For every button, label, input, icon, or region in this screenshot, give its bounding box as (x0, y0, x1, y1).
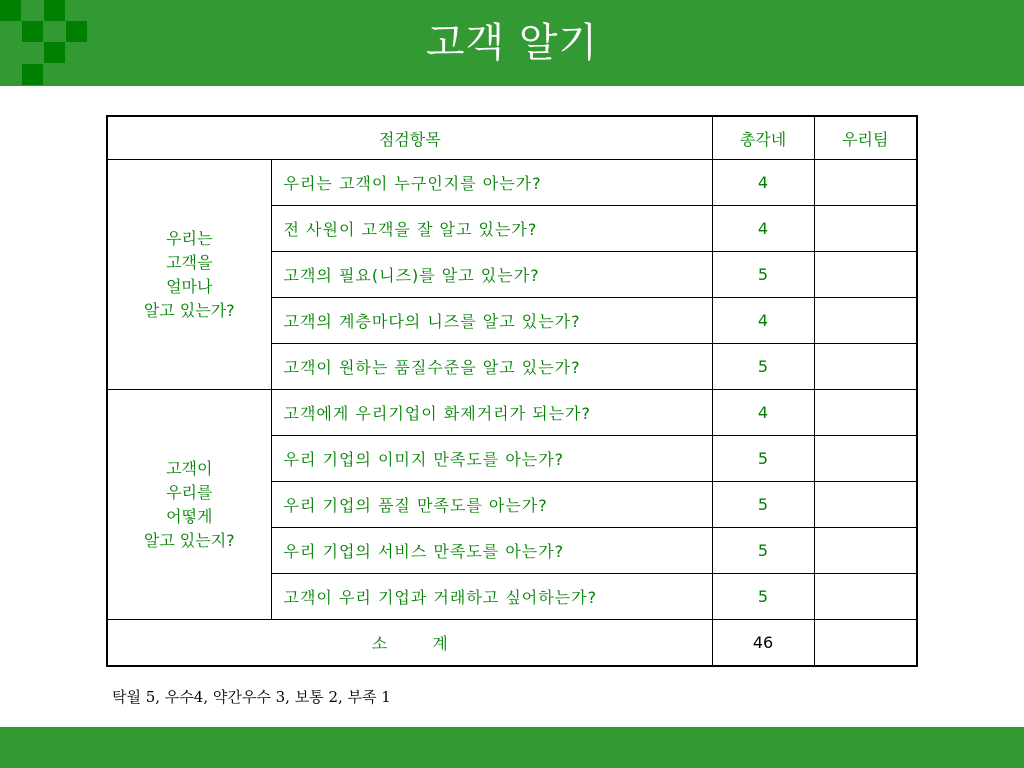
group-label (107, 390, 271, 620)
score-team[interactable] (814, 298, 917, 344)
group-label-line: 우리를 (166, 482, 213, 502)
group-label-line: 알고 있는지? (143, 530, 235, 550)
score-team[interactable] (814, 252, 917, 298)
score-ours: 5 (712, 344, 814, 390)
score-ours: 5 (712, 528, 814, 574)
score-ours: 4 (712, 160, 814, 206)
score-team[interactable] (814, 528, 917, 574)
group-label-line: 알고 있는가? (143, 300, 235, 320)
summary-score: 46 (712, 620, 814, 667)
summary-row (107, 620, 917, 667)
group-label-line: 얼마나 (166, 276, 213, 296)
check-item: 우리 기업의 이미지 만족도를 아는가? (271, 436, 712, 482)
rating-legend: 탁월 5, 우수4, 약간우수 3, 보통 2, 부족 1 (112, 688, 391, 706)
table-row (107, 390, 917, 436)
group-label-line: 우리는 (166, 228, 213, 248)
score-ours: 5 (712, 482, 814, 528)
group-label (107, 160, 271, 390)
summary-label: 소 계 (107, 620, 712, 667)
check-item: 우리 기업의 품질 만족도를 아는가? (271, 482, 712, 528)
score-ours: 5 (712, 574, 814, 620)
table-row (107, 160, 917, 206)
check-item: 우리 기업의 서비스 만족도를 아는가? (271, 528, 712, 574)
header-item: 점검항목 (107, 116, 712, 160)
check-item: 우리는 고객이 누구인지를 아는가? (271, 160, 712, 206)
score-team[interactable] (814, 390, 917, 436)
score-ours: 4 (712, 206, 814, 252)
score-team[interactable] (814, 206, 917, 252)
check-item: 고객의 필요(니즈)를 알고 있는가? (271, 252, 712, 298)
score-ours: 4 (712, 390, 814, 436)
score-ours: 4 (712, 298, 814, 344)
header-bar (0, 0, 1024, 86)
score-ours: 5 (712, 436, 814, 482)
footer-bar (0, 727, 1024, 768)
header-ours: 총각네 (712, 116, 814, 160)
header-team: 우리팀 (814, 116, 917, 160)
header-row (107, 116, 917, 160)
check-item: 고객이 우리 기업과 거래하고 싶어하는가? (271, 574, 712, 620)
check-item: 고객에게 우리기업이 화제거리가 되는가? (271, 390, 712, 436)
group-label-line: 고객이 (166, 458, 213, 478)
score-team[interactable] (814, 160, 917, 206)
score-team[interactable] (814, 436, 917, 482)
check-item: 고객이 원하는 품질수준을 알고 있는가? (271, 344, 712, 390)
score-ours: 5 (712, 252, 814, 298)
check-item: 전 사원이 고객을 잘 알고 있는가? (271, 206, 712, 252)
score-team[interactable] (814, 574, 917, 620)
check-item: 고객의 계층마다의 니즈를 알고 있는가? (271, 298, 712, 344)
summary-team[interactable] (814, 620, 917, 667)
score-team[interactable] (814, 482, 917, 528)
group-label-line: 고객을 (166, 252, 213, 272)
group-label-line: 어떻게 (166, 506, 213, 526)
checklist-table (106, 115, 918, 667)
score-team[interactable] (814, 344, 917, 390)
slide-title: 고객 알기 (425, 20, 599, 66)
